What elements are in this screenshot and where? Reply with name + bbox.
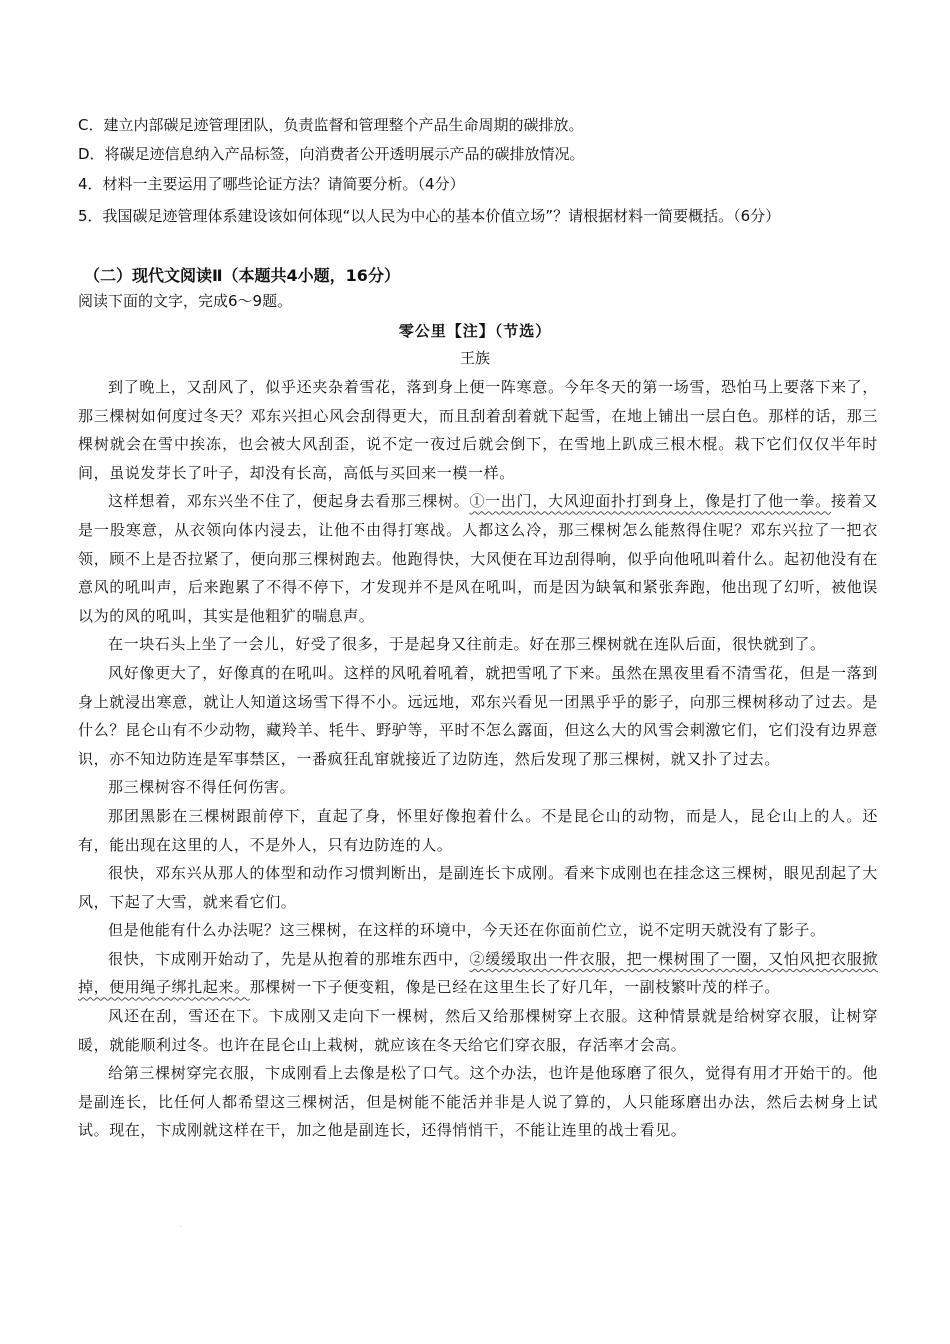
paragraph: 那团黑影在三棵树跟前停下，直起了身，怀里好像抱着什么。不是昆仑山的动物，而是人，昆仑山上的人。还有，能出现在这里的人，不是外人，只有边防连的人。 [78, 806, 878, 854]
paragraph: 给第三棵树穿完衣服，卞成刚看上去像是松了口气。这个办法，也许是他琢磨了很久，觉得有用才开始干的。他是副连长，比任何人都希望这三棵树活，但是树能不能活并非是人说了算的，人只能琢磨出办法，然后去树身上试试。现在，卞成刚就这样在干，加之他是副连长，还得悄悄干，不能让连里的战士看见。 [78, 1064, 878, 1140]
question-4: 4．材料一主要运用了哪些论证方法？请简要分析。（4分） [78, 175, 465, 193]
paragraph: 那三棵树容不得任何伤害。 [108, 778, 296, 797]
article-body [78, 373, 878, 1145]
question-5: 5．我国碳足迹管理体系建设该如何体现“以人民为中心的基本价值立场”？请根据材料一简要概括。（6分） [78, 207, 781, 225]
paragraph: 风还在刮，雪还在下。卞成刚又走向下一棵树，然后又给那棵树穿上衣服。这种情景就是给树穿衣服，让树穿暖，就能顺利过冬。也许在昆仑山上栽树，就应该在冬天给它们穿衣服，存活率才会高。 [78, 1007, 878, 1054]
paragraph: 很快，邓东兴从那人的体型和动作习惯判断出，是副连长卞成刚。看来卞成刚也在挂念这三棵树，眼见刮起了大风，下起了大雪，就来看它们。 [78, 864, 878, 911]
paragraph-text: 这样想着，邓东兴坐不住了，便起身去看那三棵树。 [108, 492, 470, 511]
footer-mark: · [180, 1224, 182, 1231]
paragraph-text: 接着又是一股寒意，从衣领向体内浸去，让他不由得打寒战。人都这么冷，那三棵树怎么能熬得住呢？邓东兴拉了一把衣领，顾不上是否拉紧了，便向那三棵树跑去。他跑得快，大风便在耳边刮得响，似乎向他吼叫着什么。起初他没有在意风的吼叫声，后来跑累了不得不停下，才发现并不是风在吼叫，而是因为缺氧和紧张奔跑，他出现了幻听，被他误以为的风的吼叫，其实是他粗犷的喘息声。 [78, 492, 878, 625]
section-heading: （二）现代文阅读Ⅱ（本题共4小题，16分） [84, 266, 400, 285]
paragraph [78, 945, 878, 1002]
paragraph [78, 487, 878, 630]
paragraph: 到了晚上，又刮风了，似乎还夹杂着雪花，落到身上便一阵寒意。今年冬天的第一场雪，恐怕马上要落下来了，那三棵树如何度过冬天？邓东兴担心风会刮得更大，而且刮着刮着就下起雪，在地上铺出一层白色。那样的话，那三棵树就会在雪中挨冻，也会被大风刮歪，说不定一夜过后就会倒下，在雪地上趴成三根木棍。栽下它们仅仅半年时间，虽说发芽长了叶子，却没有长高，高低与买回来一模一样。 [78, 378, 878, 482]
marked-sentence-2: ②缓缓取出一件衣服，把一棵树围了一圈，又怕风把衣服掀掉，便用绳子绑扎起来。 [78, 949, 878, 997]
article-title: 零公里【注】（节选） [398, 322, 552, 340]
paragraph-text: 那棵树一下子便变粗，像是已经在这里生长了好几年，一副枝繁叶茂的样子。 [249, 978, 781, 997]
section-instruction: 阅读下面的文字，完成6～9题。 [78, 292, 293, 310]
article-author: 王族 [459, 349, 490, 367]
paragraph: 风好像更大了，好像真的在吼叫。这样的风吼着吼着，就把雪吼了下来。虽然在黑夜里看不清雪花，但是一落到身上就浸出寒意，就让人知道这场雪下得不小。远远地，邓东兴看见一团黑乎乎的影子，向那三棵树移动了过去。是什么？昆仑山有不少动物，藏羚羊、牦牛、野驴等，平时不怎么露面，但这么大的风雪会刺激它们，它们没有边界意识，亦不知边防连是军事禁区，一番疯狂乱窜就接近了边防连，然后发现了那三棵树，就又扑了过去。 [78, 663, 878, 768]
paragraph: 但是他能有什么办法呢？这三棵树，在这样的环境中，今天还在你面前伫立，说不定明天就没有了影子。 [108, 921, 826, 940]
paragraph: 在一块石头上坐了一会儿，好受了很多，于是起身又往前走。好在那三棵树就在连队后面，很快就到了。 [108, 635, 826, 654]
option-c: C．建立内部碳足迹管理团队，负责监督和管理整个产品生命周期的碳排放。 [78, 116, 584, 134]
option-d: D．将碳足迹信息纳入产品标签，向消费者公开透明展示产品的碳排放情况。 [78, 145, 585, 163]
marked-sentence-1: ①一出门，大风迎面扑打到身上，像是打了他一拳。 [469, 492, 831, 511]
paragraph-text: 很快，卞成刚开始动了，先是从抱着的那堆东西中， [108, 949, 470, 968]
